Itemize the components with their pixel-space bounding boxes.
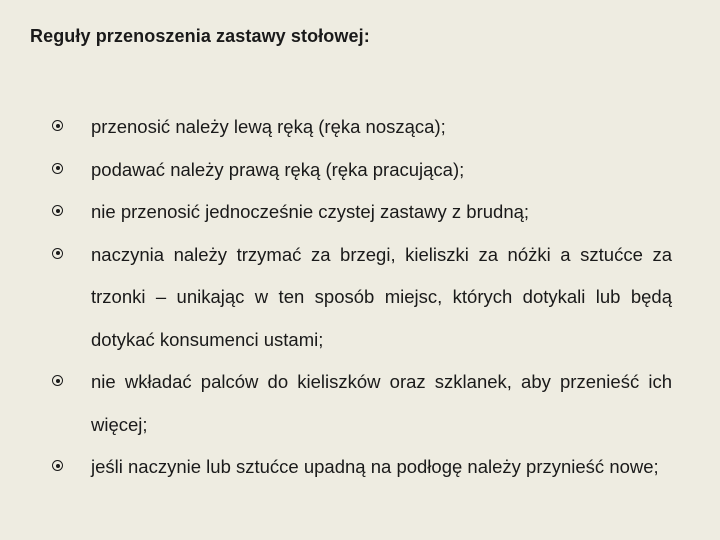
list-item xyxy=(52,234,672,362)
list-item-text: przenosić należy lewą ręką (ręka nosząca); xyxy=(91,116,446,137)
list-item xyxy=(52,191,672,234)
list-item xyxy=(52,446,672,489)
list-item xyxy=(52,149,672,192)
slide-title: Reguły przenoszenia zastawy stołowej: xyxy=(30,26,370,46)
list-item-text: nie przenosić jednocześnie czystej zastawy z brudną; xyxy=(91,201,530,222)
circled-dot-bullet-icon xyxy=(52,375,63,386)
rules-list xyxy=(52,106,672,489)
circled-dot-bullet-icon xyxy=(52,120,63,131)
circled-dot-bullet-icon xyxy=(52,248,63,259)
list-item xyxy=(52,361,672,446)
list-item-text: jeśli naczynie lub sztućce upadną na podłogę należy przynieść nowe; xyxy=(91,456,659,477)
list-item-text: naczynia należy trzymać za brzegi, kieliszki za nóżki a sztućce za trzonki – unikając w ten sposób miejsc, których dotykali lub będą dotykać konsumenci ustami; xyxy=(91,243,672,350)
list-item-text: podawać należy prawą ręką (ręka pracująca); xyxy=(91,158,465,180)
circled-dot-bullet-icon xyxy=(52,460,63,471)
list-item-text: nie wkładać palców do kieliszków oraz szklanek, aby przenieść ich więcej; xyxy=(91,371,672,435)
list-item xyxy=(52,106,672,149)
circled-dot-bullet-icon xyxy=(52,205,63,216)
circled-dot-bullet-icon xyxy=(52,163,63,174)
